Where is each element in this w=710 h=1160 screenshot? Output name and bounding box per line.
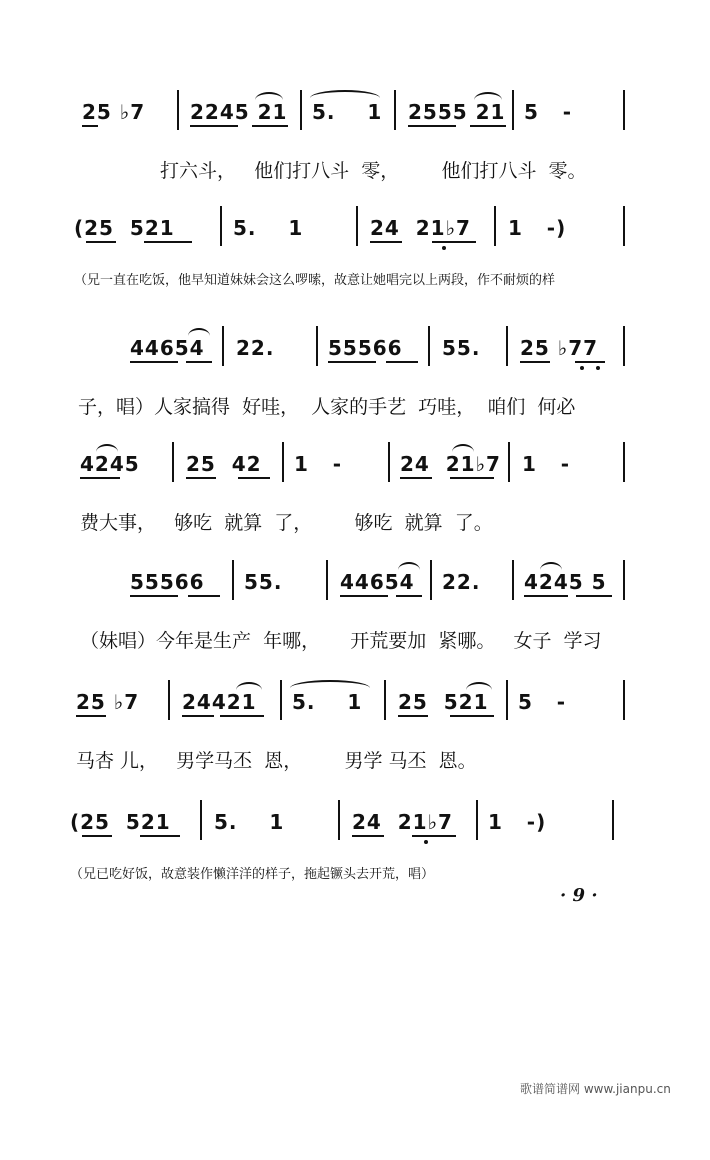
beam [386,361,418,363]
measure: 55. [442,336,481,360]
beam [450,477,494,479]
beam [82,125,98,127]
bar-line [388,442,390,482]
beam [340,595,388,597]
bar-line [506,326,508,366]
measure: 4245 [80,452,140,476]
beam [238,477,270,479]
beam [130,595,178,597]
measure: 1 -) [508,216,567,240]
lyric-text: 子，唱）人家搞得 好哇， 人家的手艺 巧哇， 咱们 何必 [78,396,576,418]
beam [396,595,422,597]
measure: 1 - [294,452,343,476]
bar-line [172,442,174,482]
beam [252,125,288,127]
beam [144,241,192,243]
bar-line [512,90,514,130]
bar-line [612,800,614,840]
bar-line [623,560,625,600]
stage-direction: （兄已吃好饭，故意装作懒洋洋的样子，拖起镢头去开荒，唱） [70,867,435,882]
lyric-text: 马杏 儿， 男学马丕 恩， 男学 马丕 恩。 [76,750,477,772]
measure: 1 -) [488,810,547,834]
beam [186,361,212,363]
measure: 24 21♭7 [352,810,453,834]
bar-line [623,442,625,482]
measure: 25 ♭7 [76,690,140,714]
slur [236,682,262,690]
bar-line [220,206,222,246]
measure: (25 521 [74,216,175,240]
notes-row [0,560,710,600]
measure: 24 21♭7 [400,452,501,476]
lyric-row [80,134,710,200]
measure: 55. [244,570,283,594]
measure: 4245 5 [524,570,607,594]
slur [188,328,210,336]
measure: 5. 1 [214,810,285,834]
beam [82,835,112,837]
bar-line [384,680,386,720]
measure: 22. [236,336,275,360]
measure: 2245 21 [190,100,288,124]
lyric-row [0,724,710,790]
bar-line [326,560,328,600]
slur [466,682,492,690]
bar-line [623,326,625,366]
measure: 24421 [182,690,257,714]
tie [290,680,370,688]
beam [220,715,264,717]
tie [310,90,380,98]
measure: 5. 1 [292,690,363,714]
bar-line [282,442,284,482]
measure: 2555 21 [408,100,506,124]
measure: 1 - [522,452,571,476]
beam [188,595,220,597]
beam [182,715,214,717]
bar-line [356,206,358,246]
measure: 44654 [340,570,415,594]
stage-direction: （兄一直在吃饭，他早知道妹妹会这么啰嗦，故意让她唱完以上两段，作不耐烦的样 [74,273,556,288]
notes-row [0,442,710,482]
bar-line [476,800,478,840]
lyric-text: （妹唱）今年是生产 年哪， 开荒要加 紧哪。 女子 学习 [80,630,602,652]
lyric-row [0,370,710,436]
page-number: · 9 · [560,885,598,906]
bar-line [430,560,432,600]
bar-line [200,800,202,840]
measure: 55566 [130,570,205,594]
beam [76,715,106,717]
measure: 5 - [524,100,573,124]
measure: 44654 [130,336,205,360]
beam [398,715,428,717]
beam [576,595,612,597]
beam [524,595,568,597]
bar-line [623,90,625,130]
measure: 25 ♭77 [520,336,599,360]
lyric-text: 费大事， 够吃 就算 了， 够吃 就算 了。 [80,512,493,534]
measure: (25 521 [70,810,171,834]
bar-line [623,206,625,246]
beam [86,241,116,243]
beam [412,835,456,837]
bar-line [394,90,396,130]
low-octave-dot [424,840,428,844]
bar-line [222,326,224,366]
measure: 5. 1 [312,100,383,124]
slur [96,444,118,452]
bar-line [177,90,179,130]
beam [470,125,506,127]
bar-line [168,680,170,720]
notes-row [0,206,710,246]
measure: 25 ♭7 [82,100,146,124]
slur [540,562,562,570]
low-octave-dot [442,246,446,250]
beam [186,477,216,479]
bar-line [316,326,318,366]
beam [140,835,180,837]
measure: 25 42 [186,452,262,476]
beam [328,361,376,363]
slur [255,92,283,100]
measure: 22. [442,570,481,594]
bar-line [280,680,282,720]
beam [408,125,456,127]
bar-line [512,560,514,600]
beam [575,361,605,363]
bar-line [623,680,625,720]
beam [130,361,178,363]
beam [352,835,384,837]
beam [400,477,432,479]
slur [398,562,420,570]
measure: 5. 1 [233,216,304,240]
lyric-row [0,848,710,893]
measure: 5 - [518,690,567,714]
measure: 25 521 [398,690,489,714]
bar-line [300,90,302,130]
slur [474,92,502,100]
beam [80,477,120,479]
notes-row [0,90,710,130]
beam [450,715,494,717]
bar-line [508,442,510,482]
notes-row [0,326,710,366]
beam [520,361,550,363]
slur [452,444,474,452]
lyric-row [0,486,710,552]
notes-row [0,680,710,720]
lyric-row [0,254,710,299]
bar-line [506,680,508,720]
beam [370,241,402,243]
beam [190,125,238,127]
watermark: 歌谱简谱网 www.jianpu.cn [520,1082,671,1096]
bar-line [494,206,496,246]
bar-line [428,326,430,366]
measure: 24 21♭7 [370,216,471,240]
measure: 55566 [328,336,403,360]
notes-row [0,800,710,840]
lyric-text: 打六斗， 他们打八斗 零， 他们打八斗 零。 [160,160,587,182]
beam [432,241,476,243]
bar-line [338,800,340,840]
bar-line [232,560,234,600]
lyric-row [0,604,710,670]
